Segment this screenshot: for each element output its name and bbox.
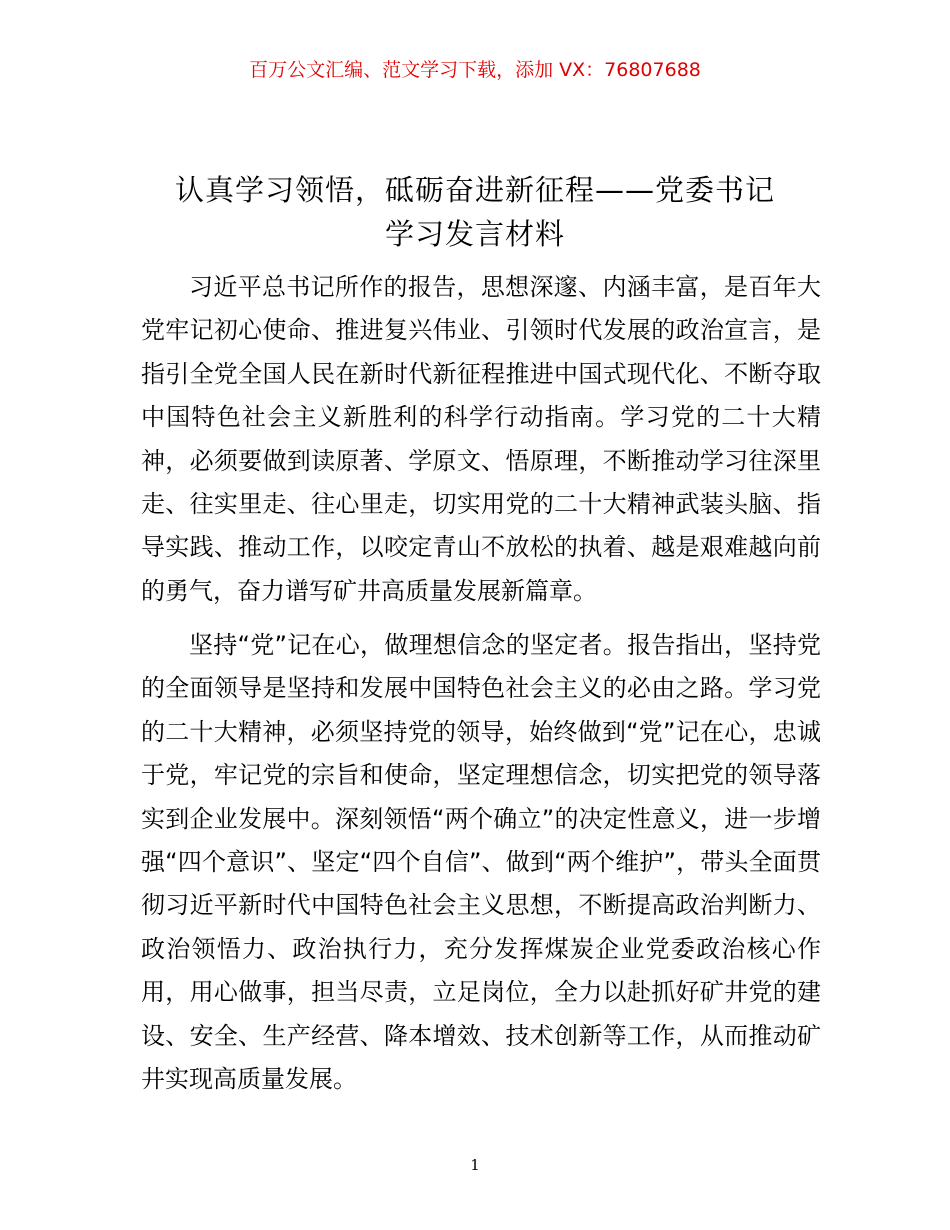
title-line-2: 学习发言材料 bbox=[384, 217, 565, 251]
paragraph-2: 坚持“党”记在心，做理想信念的坚定者。报告指出，坚持党的全面领导是坚持和发展中国特色社会主义的必由之路。学习党的二十大精神，必须坚持党的领导，始终做到“党”记在心，忠诚于党，牢记党的宗旨和使命，坚定理想信念，切实把党的领导落实到企业发展中。深刻领悟“两个确立”的决定性意义，进一步增强“四个意识”、坚定“四个自信”、做到“两个维护”，带头全面贯彻习近平新时代中国特色社会主义思想，不断提高政治判断力、政治领悟力、政治执行力，充分发挥煤炭企业党委政治核心作用，用心做事，担当尽责，立足岗位，全力以赴抓好矿井党的建设、安全、生产经营、降本增效、技术创新等工作，从而推动矿井实现高质量发展。 bbox=[141, 631, 821, 1094]
paragraph-1: 习近平总书记所作的报告，思想深邃、内涵丰富，是百年大党牢记初心使命、推进复兴伟业、引领时代发展的政治宣言，是指引全党全国人民在新时代新征程推进中国式现代化、不断夺取中国特色社会主义新胜利的科学行动指南。学习党的二十大精神，必须要做到读原著、学原文、悟原理，不断推动学习往深里走、往实里走、往心里走，切实用党的二十大精神武装头脑、指导实践、推动工作，以咬定青山不放松的执着、越是艰难越向前的勇气，奋力谱写矿井高质量发展新篇章。 bbox=[141, 273, 821, 605]
page-number: 1 bbox=[470, 1156, 480, 1174]
document-title bbox=[100, 168, 850, 256]
header-note: 百万公文汇编、范文学习下载，添加 VX：76807688 bbox=[249, 59, 701, 81]
title-line-1: 认真学习领悟，砥砺奋进新征程——党委书记 bbox=[174, 173, 775, 207]
